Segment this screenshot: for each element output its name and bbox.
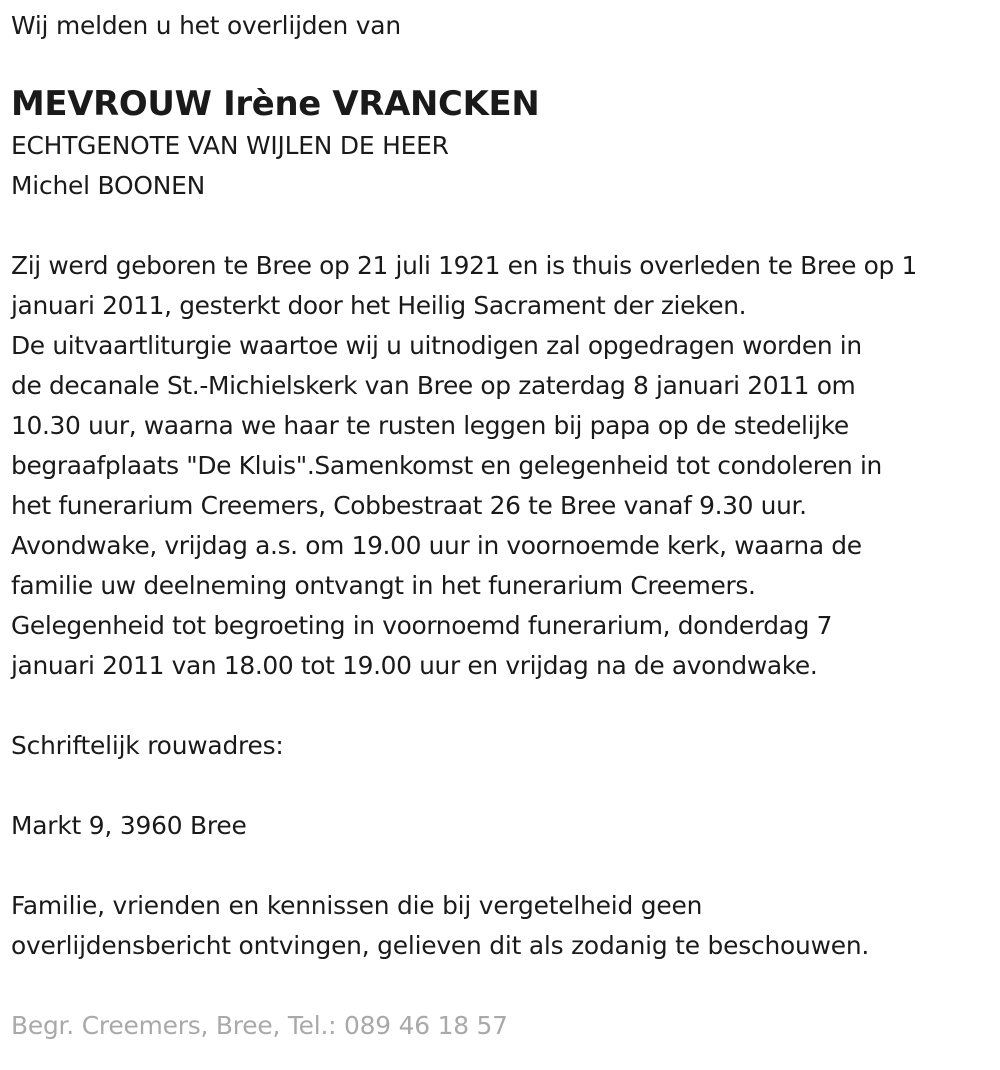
closing-line: Familie, vrienden en kennissen die bij vergetelheid geen [11,891,703,920]
notice-body [11,246,1000,686]
body-line: januari 2011 van 18.00 tot 19.00 uur en vrijdag na de avondwake. [11,651,818,680]
body-line: begraafplaats "De Kluis".Samenkomst en gelegenheid tot condoleren in [11,451,882,480]
body-line: Gelegenheid tot begroeting in voornoemd funerarium, donderdag 7 [11,611,833,640]
spacer [11,686,1000,726]
intro-text: Wij melden u het overlijden van [11,11,401,40]
body-line: 10.30 uur, waarna we haar te rusten leggen bij papa op de stedelijke [11,411,849,440]
funeral-home-footer: Begr. Creemers, Bree, Tel.: 089 46 18 57 [11,1011,508,1040]
deceased-name: MEVROUW Irène VRANCKEN [11,84,540,123]
body-line: de decanale St.-Michielskerk van Bree op zaterdag 8 januari 2011 om [11,371,856,400]
body-line: familie uw deelneming ontvangt in het funerarium Creemers. [11,571,756,600]
mourning-address: Markt 9, 3960 Bree [11,811,247,840]
address-label: Schriftelijk rouwadres: [11,731,284,760]
body-line: het funerarium Creemers, Cobbestraat 26 te Bree vanaf 9.30 uur. [11,491,807,520]
spacer [11,966,1000,1006]
closing-line: overlijdensbericht ontvingen, gelieven dit als zodanig te beschouwen. [11,931,870,960]
spacer [11,766,1000,806]
spacer [11,846,1000,886]
spacer [11,206,1000,246]
body-line: Avondwake, vrijdag a.s. om 19.00 uur in voornoemde kerk, waarna de [11,531,862,560]
body-line: januari 2011, gesterkt door het Heilig Sacrament der zieken. [11,291,747,320]
body-line: Zij werd geboren te Bree op 21 juli 1921 en is thuis overleden te Bree op 1 [11,251,917,280]
body-line: De uitvaartliturgie waartoe wij u uitnodigen zal opgedragen worden in [11,331,862,360]
relation-line: ECHTGENOTE VAN WIJLEN DE HEER [11,131,449,160]
spouse-name: Michel BOONEN [11,171,206,200]
